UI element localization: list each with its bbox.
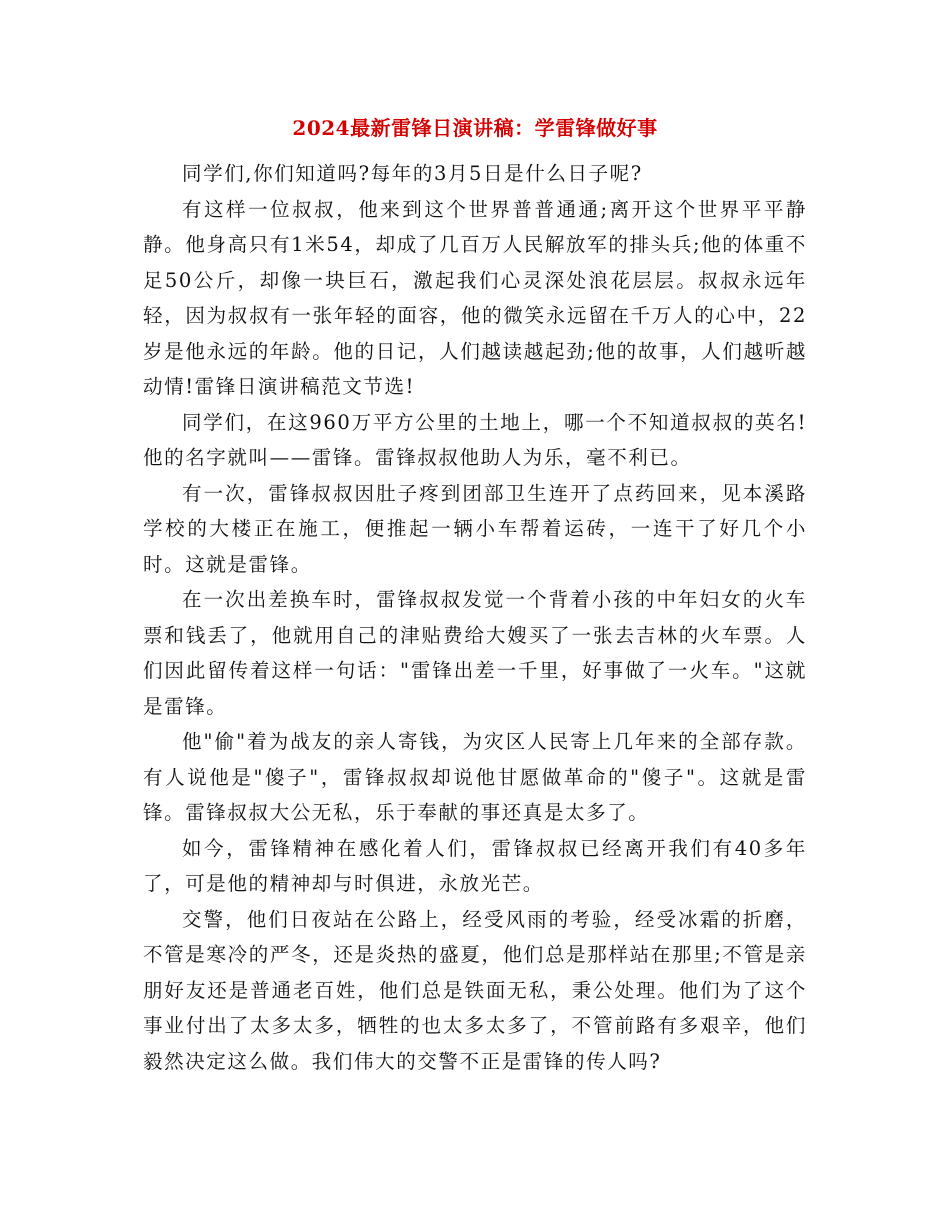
paragraph-7: 如今，雷锋精神在感化着人们，雷锋叔叔已经离开我们有40多年了，可是他的精神却与时俱进，永放光芒。 <box>143 836 807 895</box>
paragraph-1: 同学们,你们知道吗?每年的3月5日是什么日子呢? <box>182 162 643 185</box>
paragraph-8: 交警，他们日夜站在公路上，经受风雨的考验，经受冰霜的折磨，不管是寒冷的严冬，还是炎热的盛夏，他们总是那样站在那里;不管是亲朋好友还是普通老百姓，他们总是铁面无私，秉公处理。他们为了这个事业付出了太多太多，牺牲的也太多太多了，不管前路有多艰辛，他们毅然决定这么做。我们伟大的交警不正是雷锋的传人吗? <box>143 907 807 1073</box>
paragraph-3: 同学们，在这960万平方公里的土地上，哪一个不知道叔叔的英名!他的名字就叫——雷锋。雷锋叔叔他助人为乐，毫不利已。 <box>143 410 807 469</box>
document-body <box>143 156 807 1079</box>
paragraph-5: 在一次出差换车时，雷锋叔叔发觉一个背着小孩的中年妇女的火车票和钱丢了，他就用自己的津贴费给大嫂买了一张去吉林的火车票。人们因此留传着这样一句话："雷锋出差一千里，好事做了一火车。"这就是雷锋。 <box>143 588 807 718</box>
page-title: 2024最新雷锋日演讲稿：学雷锋做好事 <box>292 116 658 140</box>
paragraph-2: 有这样一位叔叔，他来到这个世界普普通通;离开这个世界平平静静。他身高只有1米54，却成了几百万人民解放军的排头兵;他的体重不足50公斤，却像一块巨石，激起我们心灵深处浪花层层。叔叔永远年轻，因为叔叔有一张年轻的面容，他的微笑永远留在千万人的心中，22岁是他永远的年龄。他的日记，人们越读越起劲;他的故事，人们越听越动情!雷锋日演讲稿范文节选! <box>143 197 807 398</box>
paragraph-6: 他"偷"着为战友的亲人寄钱，为灾区人民寄上几年来的全部存款。有人说他是"傻子"，雷锋叔叔却说他甘愿做革命的"傻子"。这就是雷锋。雷锋叔叔大公无私，乐于奉献的事还真是太多了。 <box>143 730 807 824</box>
paragraph-4: 有一次，雷锋叔叔因肚子疼到团部卫生连开了点药回来，见本溪路学校的大楼正在施工，便推起一辆小车帮着运砖，一连干了好几个小时。这就是雷锋。 <box>143 481 807 576</box>
